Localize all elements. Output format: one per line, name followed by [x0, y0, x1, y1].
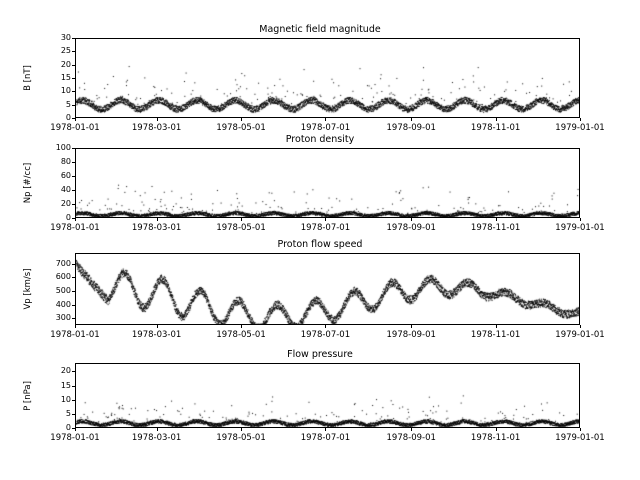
- x-tick-label: 1978-01-01: [50, 123, 100, 133]
- x-tick-mark: [75, 428, 76, 431]
- x-tick-label: 1978-11-01: [470, 433, 521, 443]
- y-tick-label: 15: [60, 380, 71, 390]
- x-tick-label: 1978-01-01: [50, 223, 100, 233]
- y-tick-label: 30: [60, 33, 71, 42]
- y-tick-label: 60: [60, 171, 71, 180]
- y-tick-mark: [72, 371, 75, 372]
- y-tick-label: 25: [60, 46, 71, 56]
- y-tick-mark: [72, 414, 75, 415]
- y-tick-label: 0: [65, 113, 71, 122]
- x-tick-label: 1978-05-01: [216, 123, 266, 133]
- chart-title-flow-pressure: Flow pressure: [287, 349, 353, 360]
- y-tick-label: 0: [65, 213, 71, 222]
- y-axis-label-proton-flow-speed: Vp [km/s]: [23, 268, 33, 310]
- y-tick-label: 5: [65, 99, 71, 109]
- x-tick-label: 1978-03-01: [131, 330, 182, 340]
- x-tick-label: 1979-01-01: [555, 433, 605, 443]
- y-tick-label: 5: [65, 408, 71, 418]
- chart-title-proton-flow-speed: Proton flow speed: [277, 239, 363, 250]
- x-tick-label: 1978-07-01: [300, 223, 351, 233]
- x-tick-label: 1978-07-01: [300, 433, 351, 443]
- y-tick-label: 700: [55, 258, 71, 268]
- y-axis-label-proton-density: Np [#/cc]: [23, 162, 33, 204]
- x-tick-label: 1978-11-01: [470, 123, 521, 133]
- y-tick-label: 80: [60, 157, 71, 166]
- x-tick-label: 1978-01-01: [50, 330, 100, 340]
- y-tick-label: 400: [55, 299, 71, 309]
- x-tick-label: 1978-07-01: [300, 330, 351, 340]
- y-axis-label-flow-pressure: P [nPa]: [23, 380, 33, 411]
- y-tick-label: 20: [60, 199, 71, 208]
- x-tick-label: 1978-03-01: [131, 223, 182, 233]
- y-tick-mark: [72, 400, 75, 401]
- x-tick-label: 1979-01-01: [555, 123, 605, 133]
- x-tick-label: 1978-07-01: [300, 123, 351, 133]
- y-tick-label: 40: [60, 185, 71, 194]
- x-tick-label: 1978-11-01: [470, 223, 521, 233]
- chart-title-proton-density: Proton density: [285, 134, 355, 145]
- y-axis-label-magnetic-field-magnitude: B [nT]: [23, 65, 33, 91]
- chart-title-magnetic-field-magnitude: Magnetic field magnitude: [259, 24, 381, 35]
- x-tick-mark: [325, 428, 326, 431]
- x-tick-label: 1978-03-01: [131, 433, 182, 443]
- y-tick-label: 300: [55, 313, 71, 323]
- y-tick-mark: [72, 386, 75, 387]
- y-tick-label: 600: [55, 272, 71, 282]
- x-tick-label: 1978-09-01: [386, 433, 436, 443]
- x-tick-label: 1978-09-01: [386, 330, 436, 340]
- y-tick-label: 15: [60, 73, 71, 82]
- x-tick-label: 1978-09-01: [386, 123, 436, 133]
- y-tick-label: 20: [60, 59, 71, 69]
- x-tick-mark: [241, 428, 242, 431]
- x-tick-label: 1978-11-01: [470, 330, 521, 340]
- x-tick-mark: [580, 428, 581, 431]
- x-tick-label: 1979-01-01: [555, 330, 605, 340]
- plot-area-flow-pressure: [75, 363, 580, 428]
- x-tick-mark: [157, 428, 158, 431]
- x-tick-mark: [411, 428, 412, 431]
- x-tick-label: 1978-05-01: [216, 223, 266, 233]
- y-tick-label: 10: [60, 394, 71, 404]
- y-tick-label: 0: [65, 423, 71, 432]
- y-tick-label: 10: [60, 86, 71, 96]
- x-tick-label: 1978-05-01: [216, 433, 266, 443]
- x-tick-label: 1978-05-01: [216, 330, 266, 340]
- x-tick-label: 1978-03-01: [131, 123, 182, 133]
- y-tick-label: 100: [55, 143, 71, 152]
- x-tick-mark: [496, 428, 497, 431]
- data-points-flow-pressure: [76, 364, 580, 428]
- y-tick-label: 20: [60, 366, 71, 376]
- x-tick-label: 1979-01-01: [555, 223, 605, 233]
- y-tick-label: 500: [55, 286, 71, 296]
- x-tick-label: 1978-01-01: [50, 433, 100, 443]
- x-tick-label: 1978-09-01: [386, 223, 436, 233]
